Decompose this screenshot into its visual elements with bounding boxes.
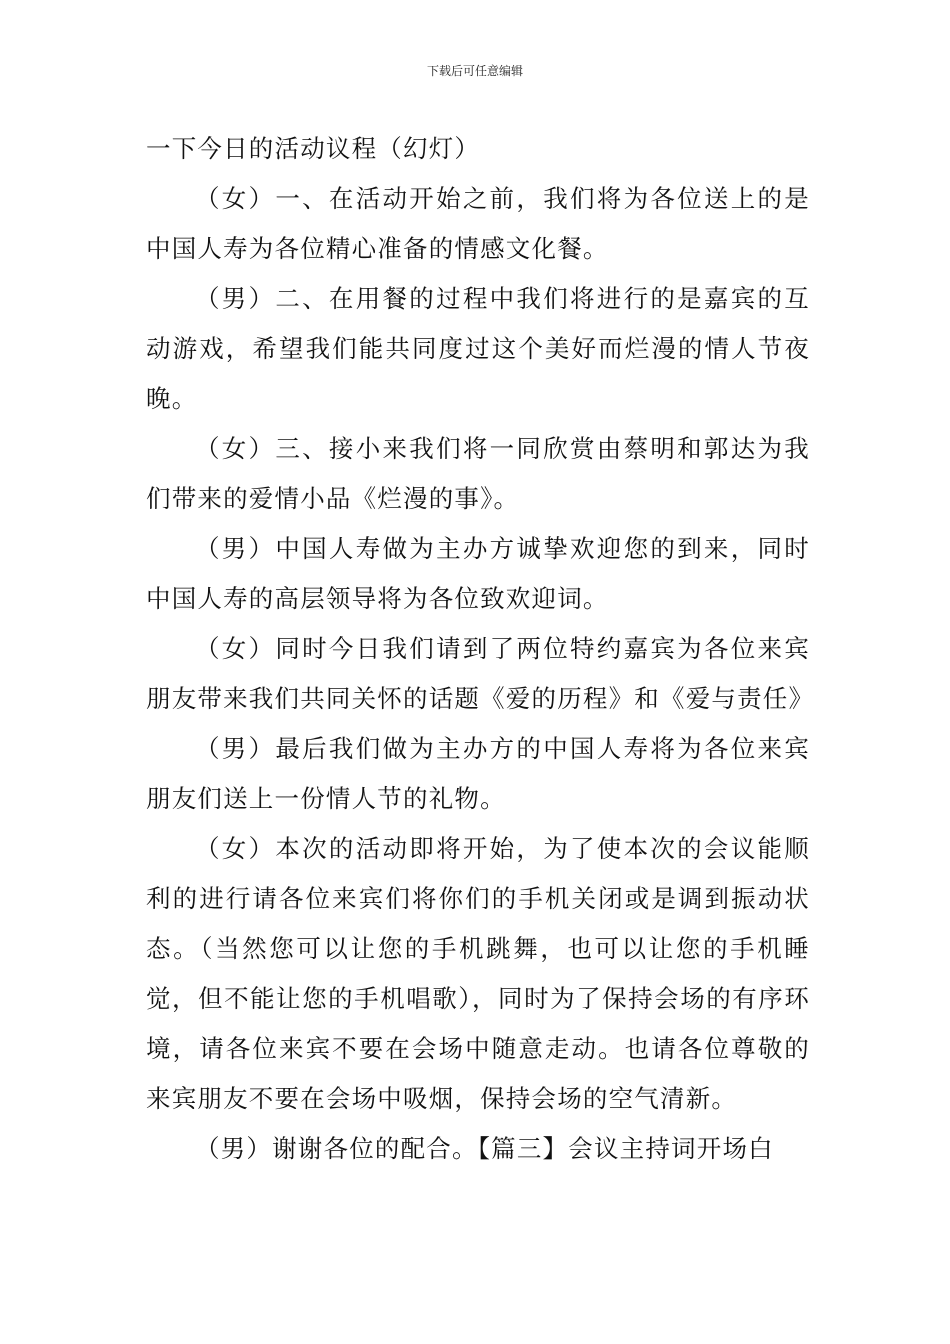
paragraph-item-one: （女）一、在活动开始之前，我们将为各位送上的是中国人寿为各位精心准备的情感文化餐。 [146,184,810,263]
paragraph-item-three: （女）三、接小来我们将一同欣赏由蔡明和郭达为我们带来的爱情小品《烂漫的事》。 [146,434,810,513]
paragraph-welcome: （男）中国人寿做为主办方诚挚欢迎您的到来，同时中国人寿的高层领导将为各位致欢迎词。 [146,534,810,613]
paragraph-phone-notice: （女）本次的活动即将开始，为了使本次的会议能顺利的进行请各位来宾们将你们的手机关闭或是调到振动状态。（当然您可以让您的手机跳舞，也可以让您的手机睡觉，但不能让您的手机唱歌），同时为了保持会场的有序环境，请各位来宾不要在会场中随意走动。也请各位尊敬的来宾朋友不要在会场中吸烟，保持会场的空气清新。 [146,834,810,1113]
document-body [146,124,815,1174]
paragraph-item-two: （男）二、在用餐的过程中我们将进行的是嘉宾的互动游戏，希望我们能共同度过这个美好而烂漫的情人节夜晚。 [146,284,810,413]
paragraph-thanks: （男）谢谢各位的配合。【篇三】会议主持词开场白 [195,1134,774,1163]
paragraph-agenda-intro: 一下今日的活动议程（幻灯） [146,134,481,163]
page-header-note: 下载后可任意编辑 [426,64,523,78]
paragraph-guests: （女）同时今日我们请到了两位特约嘉宾为各位来宾朋友带来我们共同关怀的话题《爱的历程》和《爱与责任》 [146,634,815,713]
paragraph-gift: （男）最后我们做为主办方的中国人寿将为各位来宾朋友们送上一份情人节的礼物。 [146,734,810,813]
